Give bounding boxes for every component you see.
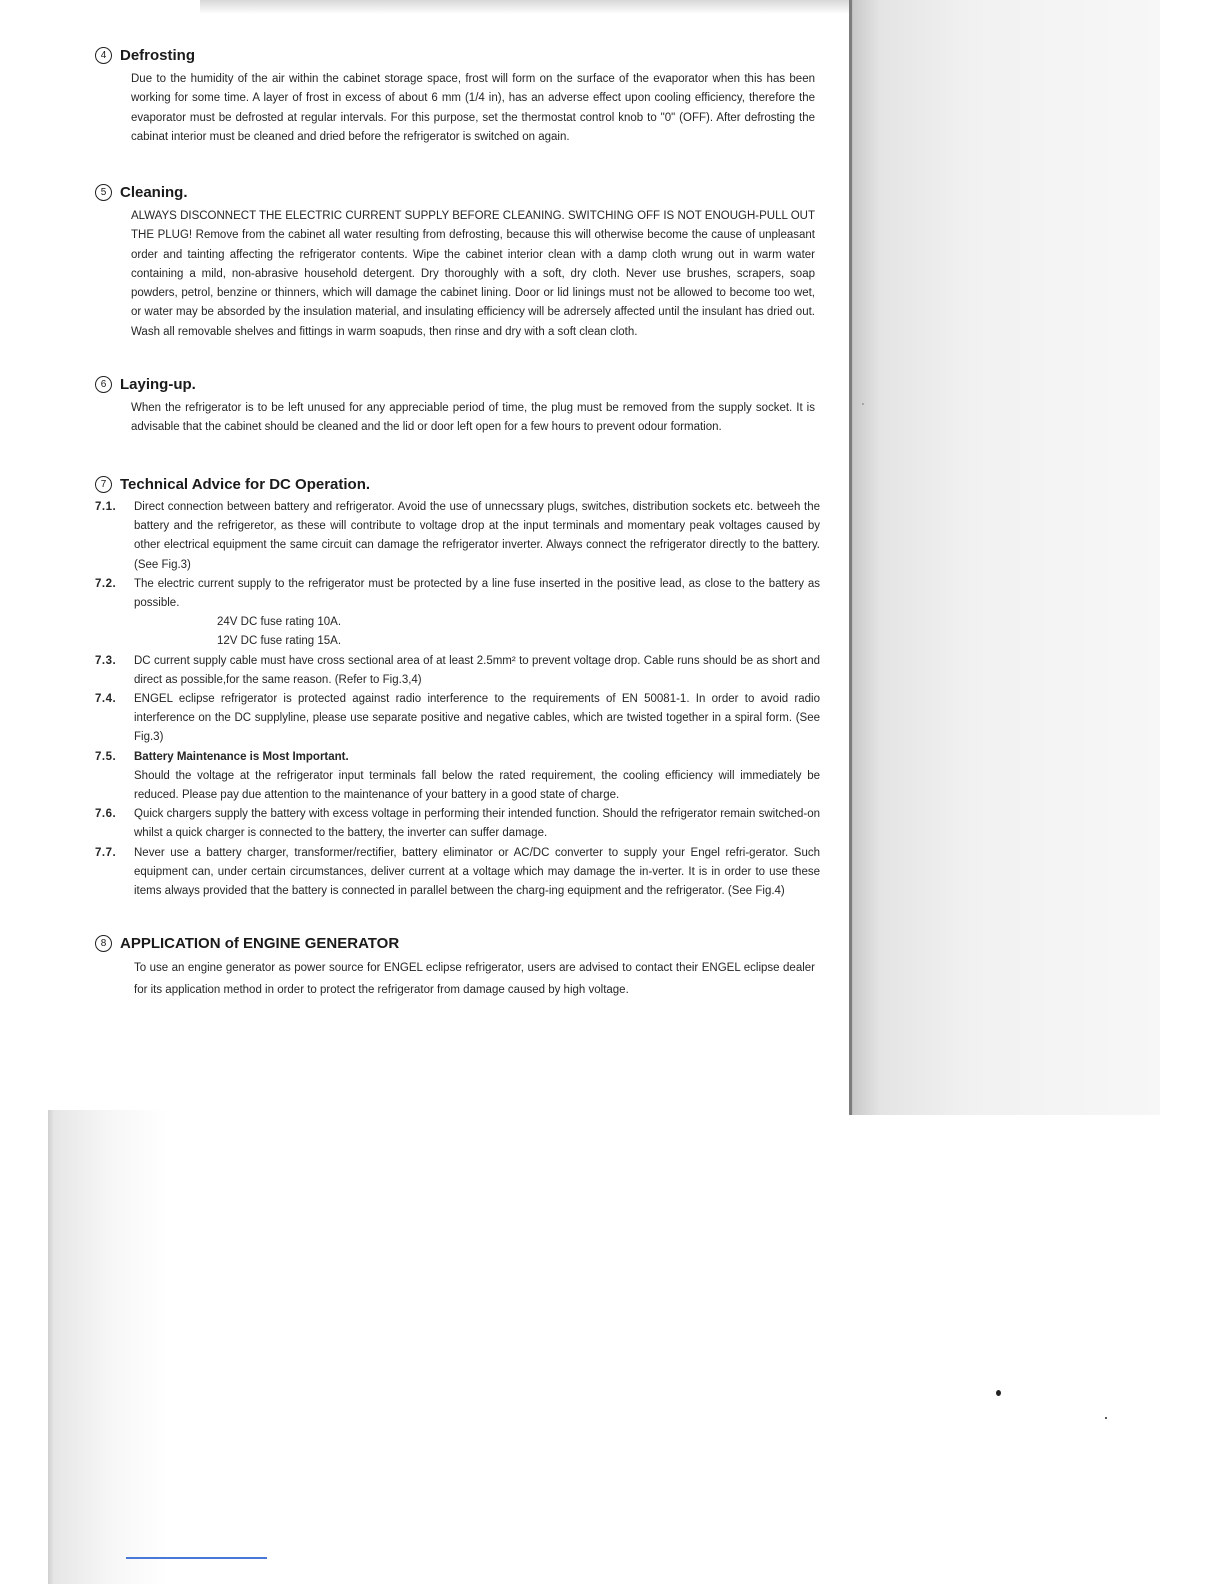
section-text: To use an engine generator as power source for ENGEL eclipse refrigerator, users are advised to contact their ENGEL eclipse dealer for its application method in order to protect the refrigerator from damage caused by high voltage.	[134, 962, 815, 996]
scan-shadow-left	[48, 1110, 168, 1584]
section-number: 6	[95, 376, 112, 393]
fuse-rating-24v: 24V DC fuse rating 10A.	[217, 616, 342, 629]
underline-mark	[126, 1557, 267, 1559]
list-item	[95, 748, 820, 806]
section-laying-up	[95, 376, 815, 438]
item-body	[134, 575, 820, 652]
scan-speck	[1105, 1417, 1107, 1419]
section-number: 7	[95, 476, 112, 493]
item-number: 7.2.	[95, 577, 117, 590]
list-item	[95, 690, 820, 748]
item-title: Battery Maintenance is Most Important.	[134, 750, 349, 763]
item-text: Direct connection between battery and refrigerator. Avoid the use of unnecssary plugs, switches, distribution sockets etc. betweeh the battery and the refrigeretor, as these will contribute to voltage drop at the input terminals and momentary peak voltages caused by other electrical equipment the same circuit can damage the refrigerator inverter. Always connect the refrigerator directly to the battery. (See Fig.3)	[134, 501, 820, 571]
list-item	[95, 652, 820, 690]
item-number: 7.5.	[95, 750, 117, 763]
page-edge-line	[849, 0, 852, 1115]
item-text: Never use a battery charger, transformer/rectifier, battery eliminator or AC/DC converter to supply your Engel refri-gerator. Such equipment can, under certain circumstances, deliver current at a voltage which may damage the in-verter. It is in order to use these items always provided that the battery is connected in parallel between the charg-ing equipment and the refrigerator. (See Fig.4)	[134, 846, 820, 898]
section-text: Due to the humidity of the air within the cabinet storage space, frost will form on the surface of the evaporator when this has been working for some time. A layer of frost in excess of about 6 mm (1/4 in), has an adverse effect upon cooling efficiency, therefore the evaporator must be defrosted at regular intervals. For this purpose, set the thermostat control knob to "0" (OFF). After defrosting the cabinat interior must be cleaned and dried before the refrigerator is switched on again.	[131, 73, 815, 143]
section-heading	[95, 184, 815, 201]
section-heading	[95, 935, 815, 952]
item-text: ENGEL eclipse refrigerator is protected against radio interference to the requirements of EN 50081-1. In order to avoid radio interference on the DC supplyline, please use separate positive and negative cables, which are twisted together in a spiral form. (See Fig.3)	[134, 693, 820, 744]
item-text: The electric current supply to the refrigerator must be protected by a line fuse inserted in the positive lead, as close to the battery as possible.	[134, 577, 820, 610]
section-number: 8	[95, 935, 112, 952]
item-number: 7.1.	[95, 501, 117, 513]
item-text: DC current supply cable must have cross sectional area of at least 2.5mm² to prevent voltage drop. Cable runs should be as short and direct as possible,for the same reason. (Refer to Fig.3,4)	[134, 654, 820, 686]
section-heading	[95, 476, 815, 493]
item-number: 7.6.	[95, 808, 117, 821]
section-heading	[95, 376, 815, 393]
section-number: 4	[95, 47, 112, 64]
section-defrosting	[95, 47, 815, 147]
item-number: 7.4.	[95, 693, 117, 706]
section-title: Defrosting	[120, 47, 195, 64]
item-number: 7.7.	[95, 846, 117, 859]
list-item	[95, 844, 820, 902]
section-text: ALWAYS DISCONNECT THE ELECTRIC CURRENT SUPPLY BEFORE CLEANING. SWITCHING OFF IS NOT ENOUGH-PULL OUT THE PLUG! Remove from the cabinet all water resulting from defrosting, because this will otherwise become the cause of unpleasant order and tainting affecting the refrigerator contents. Wipe the cabinet interior clean with a damp cloth wrung out in warm water containing a mild, non-abrasive household detergent. Dry thoroughly with a soft, dry cloth. Never use brushes, scrapers, soap powders, petrol, benzine or thinners, which will damage the cabinet lining. Door or lid linings must not be allowed to become too wet, or water may be absorded by the insulation material, and insulating efficiency will be adrersely affected until the insulant has dried out. Wash all removable shelves and fittings in warm soapuds, then rinse and dry with a soft clean cloth.	[131, 210, 815, 338]
section-heading	[95, 47, 815, 64]
section-text: When the refrigerator is to be left unused for any appreciable period of time, the plug must be removed from the supply socket. It is advisable that the cabinet should be cleaned and the lid or door left open for a few hours to prevent odour formation.	[131, 402, 815, 434]
section-cleaning	[95, 184, 815, 342]
fuse-rating-12v: 12V DC fuse rating 15A.	[217, 635, 342, 648]
list-item	[95, 575, 820, 652]
section-title: Cleaning.	[120, 184, 188, 201]
section-title: Laying-up.	[120, 376, 196, 393]
scan-speck	[996, 1390, 1001, 1396]
scan-shadow-right	[850, 0, 1160, 1115]
section-engine-generator	[95, 935, 815, 1001]
item-text: Quick chargers supply the battery with excess voltage in performing their intended function. Should the refrigerator remain switched-on whilst a quick charger is connected to the battery, the inverter can suffer damage.	[134, 808, 820, 840]
item-body	[134, 748, 820, 806]
scan-shadow-top	[200, 0, 900, 14]
list-item	[95, 498, 820, 575]
section-number: 5	[95, 184, 112, 201]
technical-advice-list	[95, 498, 820, 901]
item-number: 7.3.	[95, 654, 117, 667]
list-item	[95, 805, 820, 843]
section-title: APPLICATION of ENGINE GENERATOR	[120, 935, 400, 952]
scan-speck	[862, 403, 864, 405]
section-title: Technical Advice for DC Operation.	[120, 476, 371, 493]
item-text: Should the voltage at the refrigerator input terminals fall below the rated requirement, the cooling efficiency will immediately be reduced. Please pay due attention to the maintenance of your battery in a good state of charge.	[134, 769, 820, 802]
section-technical-advice	[95, 476, 815, 499]
